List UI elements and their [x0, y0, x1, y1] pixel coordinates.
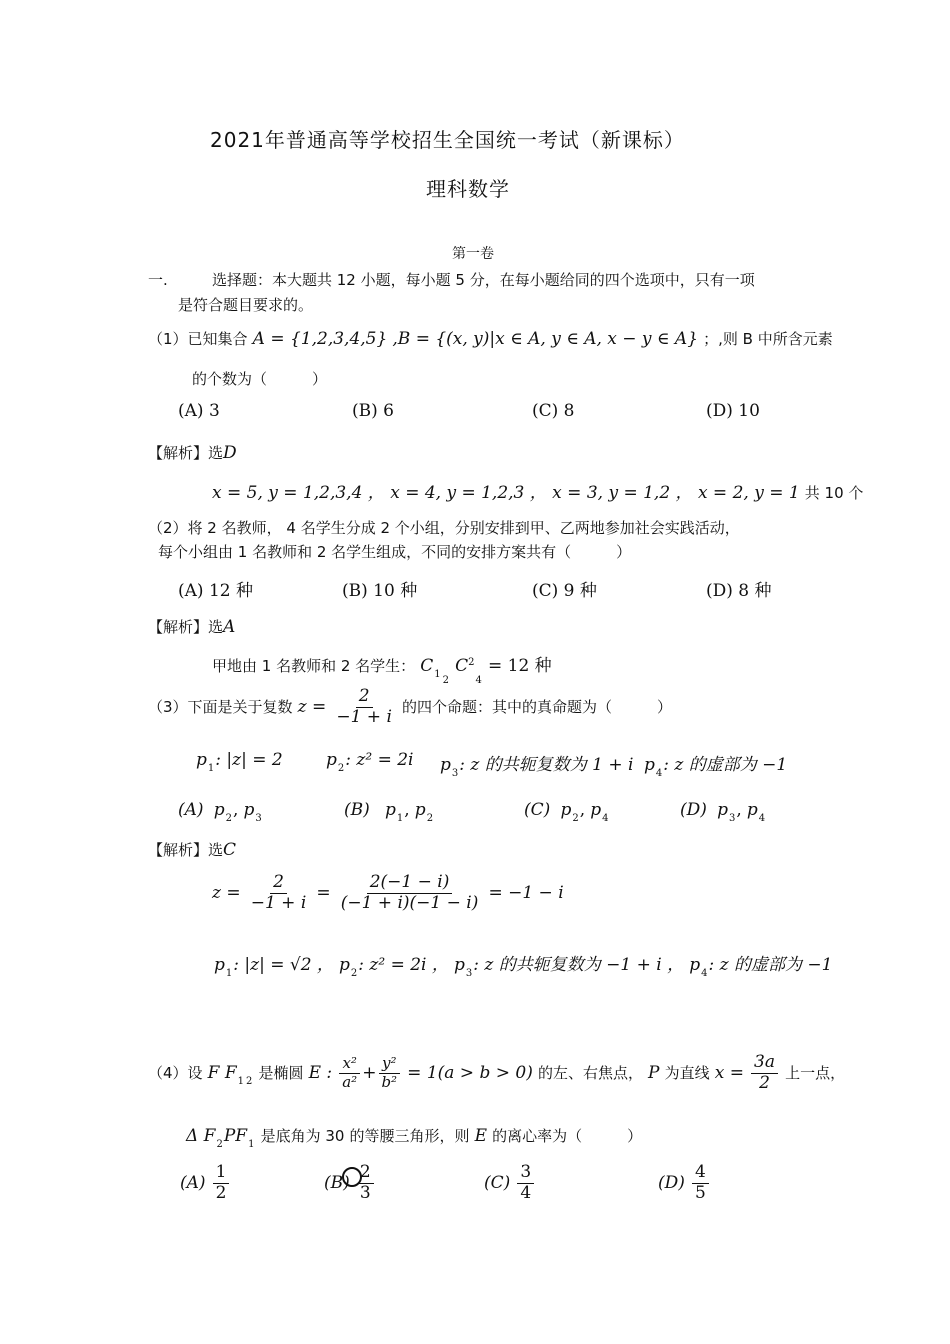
q1-option-b[interactable]: (B) 6: [352, 401, 394, 421]
q4-stem: （4）设 F $F_1$ $_2$ 是椭圆 E : $\frac{\text{x²}}{\text{a²}}$ + $\frac{\text{y²}}{\text{b²}}$ = 1(a > b > 0) 的左、右焦点， P 为直线 x = $\frac{3a}{2}$ 上一点，: [148, 1052, 846, 1093]
q4-option-a[interactable]: (A) $\frac{1}{2}$: [180, 1164, 231, 1203]
volume-label: 第一卷: [452, 246, 494, 262]
q2-solution: 甲地由 1 名教师和 2 名学生： $C_{12}$ $C^2_4 = 12$ 种: [212, 656, 552, 686]
q1-answer: 【解析】选D: [148, 443, 237, 463]
q3-prop-4: $p_4$: z 的虚部为 −1: [644, 755, 788, 779]
selection-circle-mark: [342, 1167, 362, 1187]
q4-option-d[interactable]: (D) $\frac{4}{5}$: [658, 1164, 711, 1203]
q2-option-b[interactable]: (B) 10 种: [342, 581, 418, 601]
q3-stem: （3）下面是关于复数 z = $\frac{2}{-1 + i}$ 的四个命题：其中的真命题为（ ）: [148, 686, 673, 727]
q3-option-b[interactable]: (B) $p_1$, $p_2$: [344, 800, 434, 824]
q4-option-b[interactable]: (B) $\frac{2}{3}$: [324, 1164, 376, 1203]
q3-option-a[interactable]: (A) $p_2$, $p_3$: [178, 800, 262, 824]
q3-prop-3: $p_3$: z 的共轭复数为 1 + i: [440, 755, 634, 779]
q2-option-c[interactable]: (C) 9 种: [532, 581, 597, 601]
q3-option-c[interactable]: (C) $p_2$, $p_4$: [524, 800, 609, 824]
q1-solution: x = 5, y = 1,2,3,4 ， x = 4, y = 1,2,3 ， x = 3, y = 1,2 ， x = 2, y = 1 共 10 个: [212, 483, 864, 503]
q3-option-d[interactable]: (D) $p_3$, $p_4$: [680, 800, 766, 824]
q2-stem-line2: 每个小组由 1 名教师和 2 名学生组成，不同的安排方案共有（ ）: [158, 543, 632, 561]
q1-option-a[interactable]: (A) 3: [178, 401, 220, 421]
q3-prop-2: $p_2$: z² = 2i: [326, 750, 414, 774]
q3-answer: 【解析】选C: [148, 840, 237, 860]
q2-option-a[interactable]: (A) 12 种: [178, 581, 253, 601]
q1-option-c[interactable]: (C) 8: [532, 401, 575, 421]
section-line1: 选择题：本大题共 12 小题，每小题 5 分，在每小题给同的四个选项中，只有一项: [212, 271, 755, 289]
section-number: 一.: [148, 271, 168, 289]
q1-option-d[interactable]: (D) 10: [706, 401, 760, 421]
q3-prop-1: $p_1$: |z| = 2: [196, 750, 283, 774]
exam-title: 2021年普通高等学校招生全国统一考试（新课标）: [210, 128, 685, 152]
q3-calculation: z = $\frac{2}{-1 + i}$ = $\frac{2(-1 - i)}{(-1 + i)(-1 - i)}$ = −1 − i: [212, 872, 564, 913]
q1-stem: （1）已知集合 A = {1,2,3,4,5} ,B = {(x, y)|x ∈ A, y ∈ A, x − y ∈ A} ；,则 B 中所含元素: [148, 329, 833, 349]
section-line2: 是符合题目要求的。: [178, 296, 314, 314]
q4-option-c[interactable]: (C) $\frac{3}{4}$: [484, 1164, 536, 1203]
q2-answer: 【解析】选A: [148, 617, 236, 637]
q1-stem-line2: 的个数为（ ）: [192, 370, 328, 388]
subject-title: 理科数学: [426, 177, 510, 201]
q3-final-line: $p_1$: |z| = √2 ， $p_2$: z² = 2i ， $p_3$: z 的共轭复数为 −1 + i ， $p_4$: z 的虚部为 −1: [214, 955, 833, 979]
q4-stem-line2: Δ $F_2PF_1$ 是底角为 30 的等腰三角形，则 E 的离心率为（ ）: [186, 1126, 643, 1150]
q2-option-d[interactable]: (D) 8 种: [706, 581, 772, 601]
q2-stem-line1: （2）将 2 名教师， 4 名学生分成 2 个小组，分别安排到甲、乙两地参加社会实践活动，: [148, 519, 740, 537]
